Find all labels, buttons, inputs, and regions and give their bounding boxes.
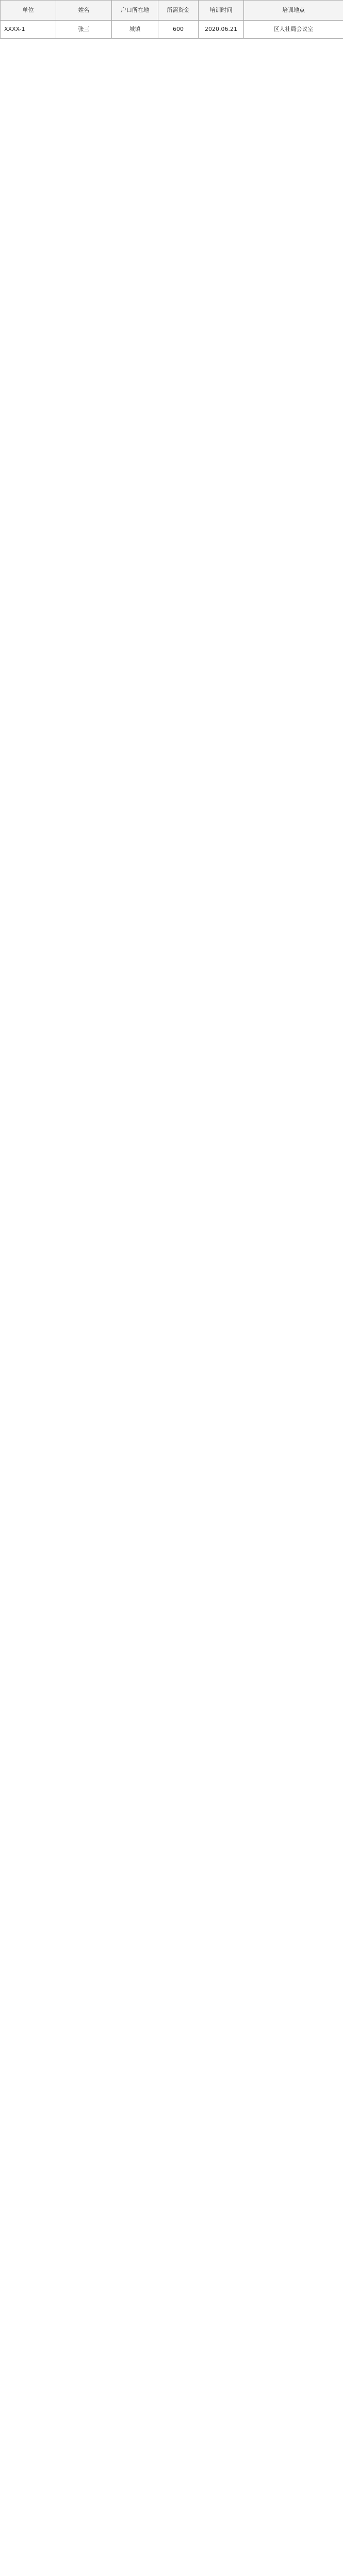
table-body — [1, 21, 343, 39]
cell-train-place: 区人社局会议室 — [244, 21, 343, 39]
cell-unit: XXXX-1 — [1, 21, 56, 39]
table-row — [1, 21, 343, 39]
header-unit: 单位 — [1, 1, 56, 21]
table-header — [1, 1, 343, 21]
roster-sheet — [0, 0, 343, 39]
header-funds: 所需资金 — [158, 1, 199, 21]
header-name: 姓名 — [56, 1, 112, 21]
roster-table — [0, 0, 343, 39]
cell-name: 张三 — [56, 21, 112, 39]
cell-hukou: 城镇 — [112, 21, 158, 39]
cell-funds: 600 — [158, 21, 199, 39]
header-row — [1, 1, 343, 21]
header-train-date: 培训时间 — [199, 1, 244, 21]
header-train-place: 培训地点 — [244, 1, 343, 21]
cell-train-date: 2020.06.21 — [199, 21, 244, 39]
header-hukou: 户口所在地 — [112, 1, 158, 21]
